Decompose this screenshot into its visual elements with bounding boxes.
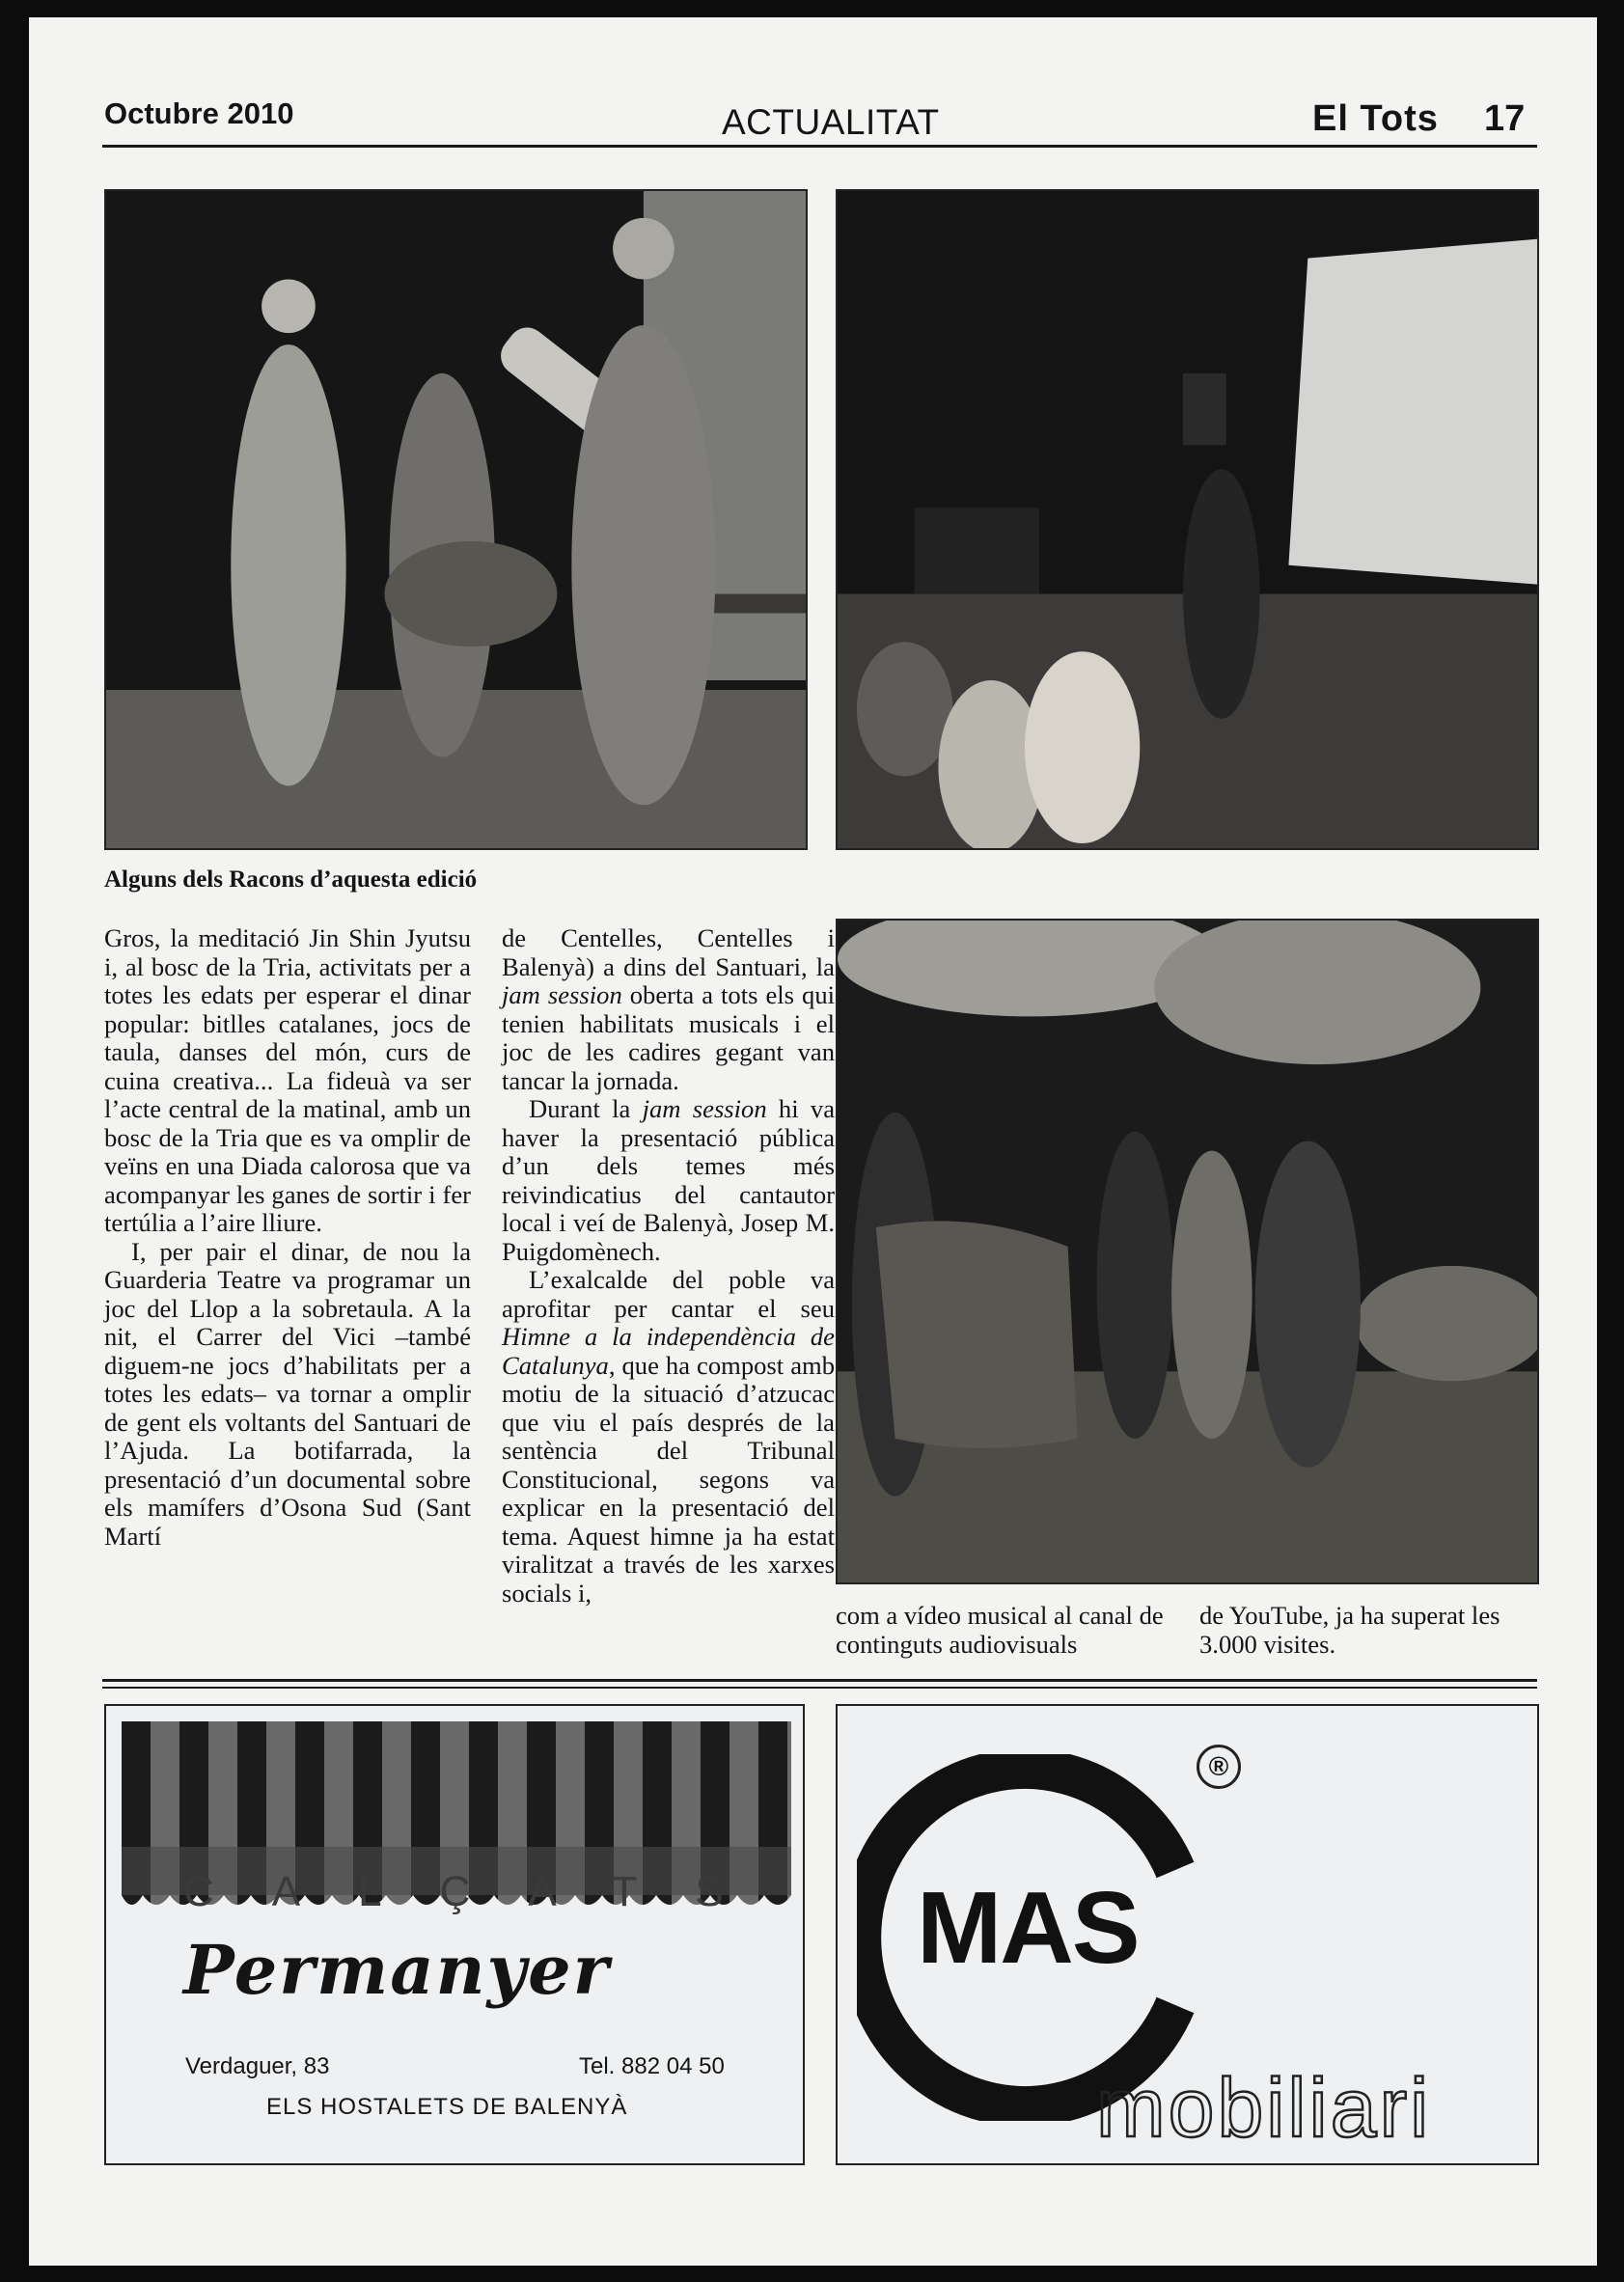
article-paragraph: de YouTube, ja ha superat les 3.000 visites. bbox=[1199, 1601, 1500, 1659]
article-column-1 bbox=[104, 924, 471, 1551]
permanyer-logo: Permanyer bbox=[183, 1930, 611, 2010]
permanyer-phone: Tel. 882 04 50 bbox=[579, 2053, 725, 2079]
issue-date: Octubre 2010 bbox=[104, 96, 294, 130]
photo-icon bbox=[106, 191, 806, 848]
magazine-name: El Tots bbox=[1312, 98, 1439, 139]
article-paragraph: Gros, la meditació Jin Shin Jyutsu i, al bosc de la Tria, activitats per a totes les edats per esperar el dinar popular: bitlles catalanes, jocs de taula, danses del món, curs de cuina creativa... La fideuà va ser l’acte central de la matinal, amb un bosc de la Tria que es va omplir de veïns en una Diada calorosa que va acompanyar les ganes de sortir i fer tertúlia a l’aire lliure. bbox=[104, 923, 471, 1237]
section-title: ACTUALITAT bbox=[722, 102, 940, 142]
photo-night-audience bbox=[836, 919, 1539, 1584]
section-rule bbox=[102, 1679, 1537, 1682]
awning-label: CALÇATS bbox=[183, 1868, 782, 1915]
mas-logo: MAS bbox=[917, 1871, 1139, 1985]
article-column-4 bbox=[1199, 1602, 1539, 1659]
photo-icon bbox=[838, 921, 1537, 1582]
article-paragraph: de Centelles, Centelles i Balenyà) a dins del Santuari, la jam session oberta a tots els qui tenien habilitats musicals i el joc de les cadires gegant van tancar la jornada. bbox=[502, 923, 835, 1095]
header-rule bbox=[102, 145, 1537, 148]
permanyer-town: ELS HOSTALETS DE BALENYÀ bbox=[266, 2094, 628, 2120]
section-rule bbox=[102, 1687, 1537, 1689]
article-paragraph: L’exalcalde del poble va aprofitar per cantar el seu Himne a la independència de Catalunya, que ha compost amb motiu de la situació d’atzucac que viu el país després de la sentència del Tribunal Constitucional, segons va explicar en la presentació del tema. Aquest himne ja ha estat viralitzat a través de les xarxes socials i, bbox=[502, 1265, 835, 1608]
article-paragraph: com a vídeo musical al canal de continguts audiovisuals bbox=[836, 1601, 1164, 1659]
article-column-3 bbox=[836, 1602, 1169, 1659]
permanyer-address: Verdaguer, 83 bbox=[185, 2053, 330, 2079]
magazine-page bbox=[29, 17, 1597, 2266]
article-paragraph: I, per pair el dinar, de nou la Guarderia Teatre va programar un joc del Llop a la sobretaula. A la nit, el Carrer del Vici –també diguem-ne jocs d’habilitats per a totes les edats– va tornar a omplir de gent els voltants del Santuari de l’Ajuda. La botifarrada, la presentació d’un documental sobre els mamífers d’Osona Sud (Sant Martí bbox=[104, 1236, 471, 1551]
ad-mas-mobiliari bbox=[836, 1704, 1539, 2165]
article-column-2 bbox=[502, 924, 835, 1608]
photo-racons-theatre bbox=[104, 189, 808, 850]
photo-projection-screen bbox=[836, 189, 1539, 850]
mas-subtitle: mobiliari bbox=[1096, 2062, 1432, 2155]
ad-permanyer bbox=[104, 1704, 805, 2165]
photo-icon bbox=[838, 191, 1537, 848]
article-paragraph: Durant la jam session hi va haver la presentació pública d’un dels temes més reivindicatius del cantautor local i veí de Balenyà, Josep M. Puigdomènech. bbox=[502, 1094, 835, 1266]
photo-caption: Alguns dels Racons d’aquesta edició bbox=[104, 866, 478, 893]
page-number: 17 bbox=[1484, 98, 1526, 139]
registered-mark: ® bbox=[1197, 1745, 1241, 1789]
